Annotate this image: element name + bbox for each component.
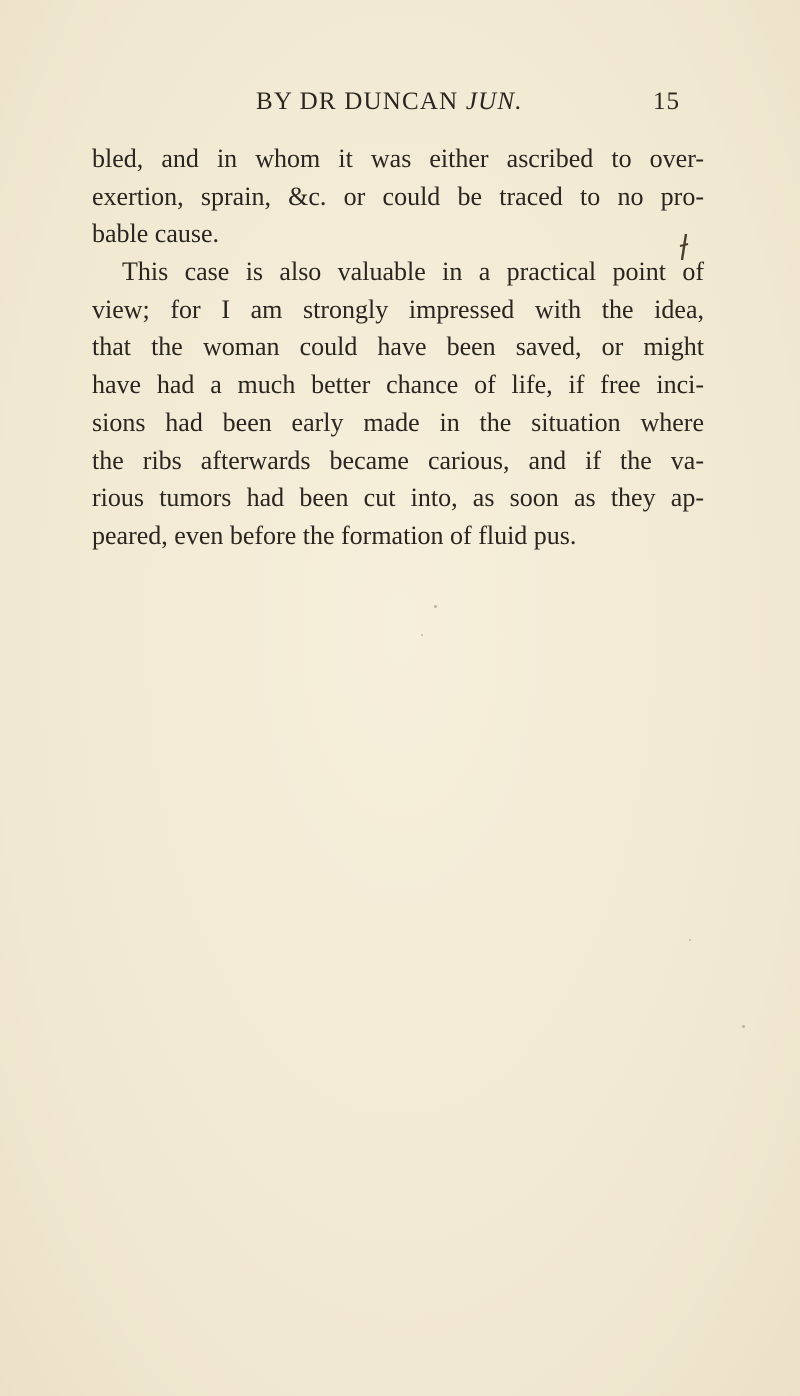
paper-speck (689, 939, 691, 941)
text-line: view; for I am strongly impressed with the idea, (92, 294, 704, 324)
running-title-suffix: JUN. (465, 88, 523, 115)
ink-mark-icon (677, 232, 691, 262)
text-line: that the woman could have been saved, or might (92, 332, 704, 362)
running-title: BY DR DUNCAN JUN. (256, 88, 523, 115)
text-line: This case is also valuable in a practical point of (122, 257, 704, 287)
paper-speck (421, 634, 423, 636)
page-number: 15 (653, 88, 680, 115)
text-line: peared, even before the formation of fluid pus. (92, 520, 577, 550)
text-line: bable cause. (92, 219, 220, 249)
text-line: sions had been early made in the situation where (92, 407, 704, 437)
text-line: have had a much better chance of life, if free inci- (92, 370, 704, 400)
running-header (0, 88, 800, 128)
text-line: rious tumors had been cut into, as soon as they ap- (92, 483, 704, 513)
text-line: exertion, sprain, &c. or could be traced to no pro- (92, 181, 704, 211)
body-text (92, 140, 704, 555)
paper-speck (434, 605, 437, 608)
text-line: bled, and in whom it was either ascribed to over- (92, 144, 704, 173)
paper-speck (742, 1025, 745, 1028)
text-line: the ribs afterwards became carious, and if the va- (92, 445, 704, 475)
